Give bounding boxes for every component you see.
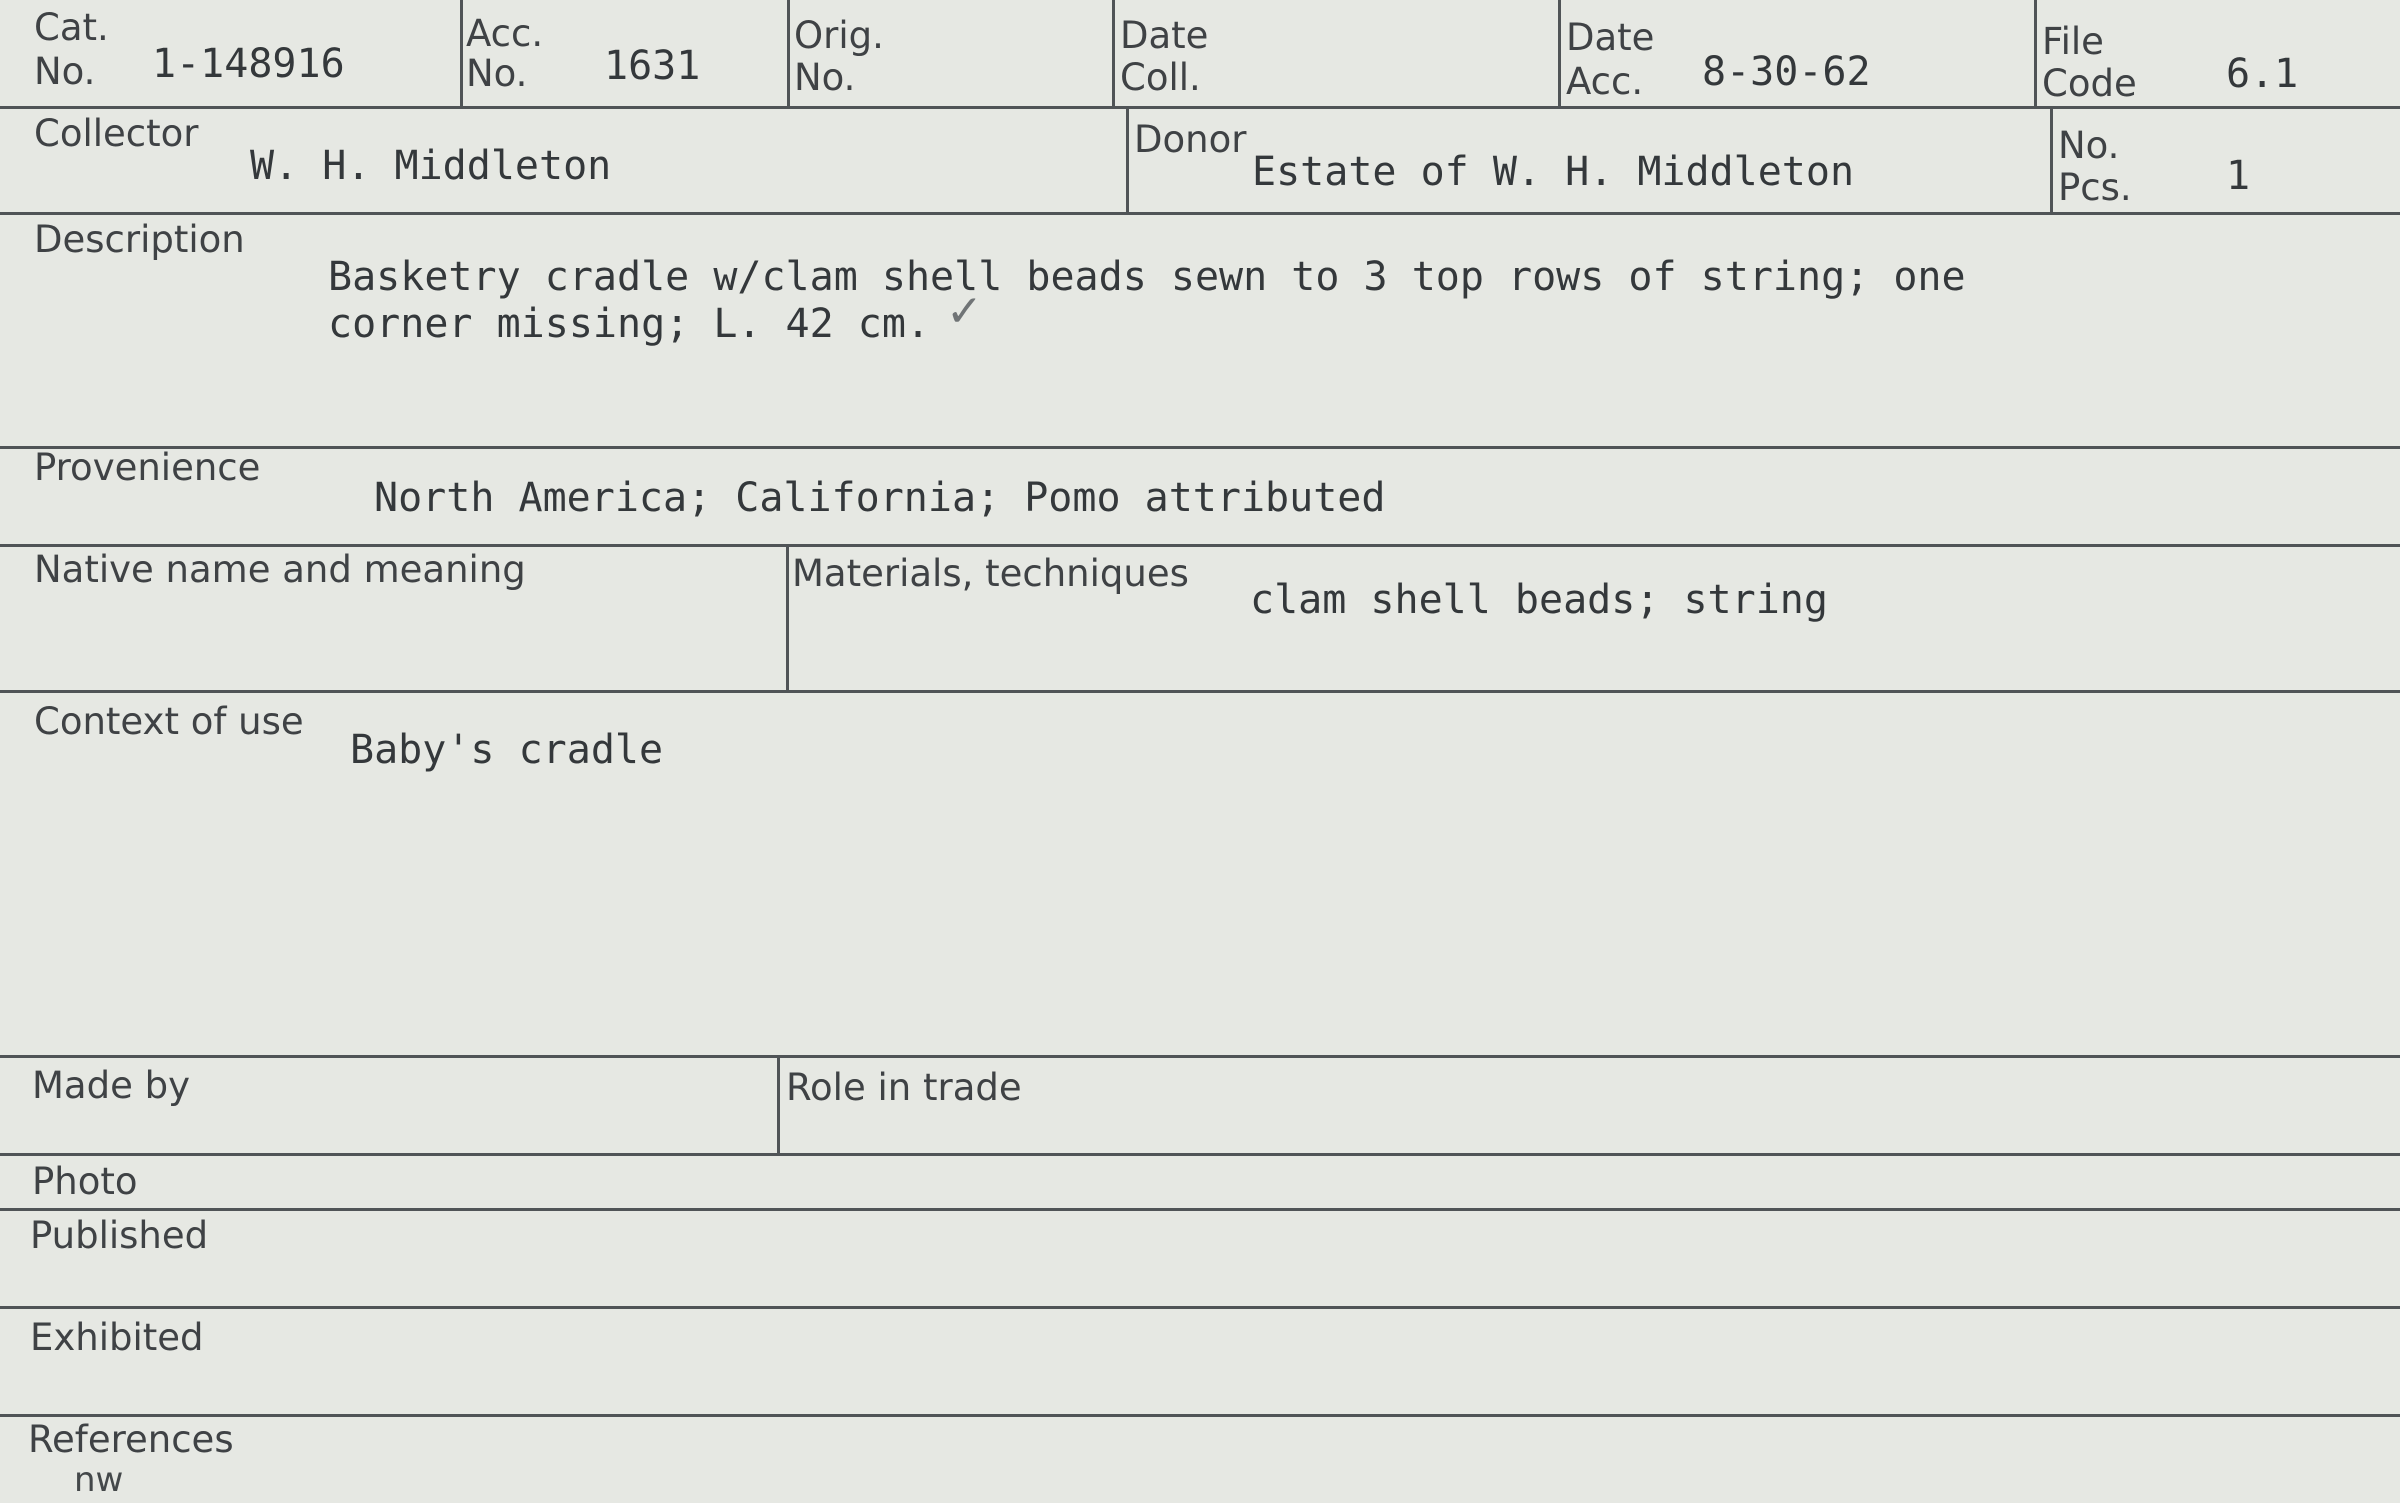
pieces-label-2: Pcs. (2058, 166, 2132, 209)
role-in-trade-label: Role in trade (786, 1066, 1022, 1109)
date-acc-value: 8-30-62 (1702, 49, 1871, 95)
rule-v-orig (1112, 0, 1115, 106)
materials-label: Materials, techniques (792, 552, 1189, 595)
rule-v-donor (1126, 106, 1129, 212)
donor-label: Donor (1134, 118, 1247, 161)
acc-no-value: 1631 (604, 43, 701, 89)
collector-label: Collector (34, 112, 199, 155)
rule-exhibited-bottom (0, 1414, 2400, 1417)
rule-header-bottom (0, 106, 2400, 109)
made-by-label: Made by (32, 1064, 190, 1107)
date-acc-label-1: Date (1566, 16, 1655, 59)
native-name-label: Native name and meaning (34, 548, 526, 591)
description-label: Description (34, 218, 245, 261)
rule-v-roletrade (777, 1055, 780, 1153)
photo-label: Photo (32, 1160, 138, 1203)
cat-no-label-1: Cat. (34, 6, 109, 49)
context-value: Baby's cradle (350, 727, 664, 773)
rule-v-cat (460, 0, 463, 106)
orig-no-label-2: No. (794, 56, 856, 99)
provenience-label: Provenience (34, 446, 261, 489)
references-initials: nw (74, 1460, 124, 1500)
file-code-value: 6.1 (2226, 51, 2299, 97)
context-label: Context of use (34, 700, 304, 743)
rule-description-bottom (0, 446, 2400, 449)
rule-v-dateacc (2034, 0, 2037, 106)
pieces-value: 1 (2226, 153, 2251, 199)
donor-value: Estate of W. H. Middleton (1252, 149, 1855, 195)
rule-collector-bottom (0, 212, 2400, 215)
date-coll-label-1: Date (1120, 14, 1209, 57)
references-label: References (28, 1418, 234, 1461)
rule-madeby-bottom (0, 1153, 2400, 1156)
acc-no-label-1: Acc. (466, 12, 544, 55)
exhibited-label: Exhibited (30, 1316, 204, 1359)
rule-v-materials (786, 544, 789, 690)
rule-v-acc (787, 0, 790, 106)
rule-context-bottom (0, 1055, 2400, 1058)
rule-materials-bottom (0, 690, 2400, 693)
file-code-label-2: Code (2042, 62, 2137, 105)
cat-no-label-2: No. (34, 50, 96, 93)
description-line-1: Basketry cradle w/clam shell beads sewn to 3 top rows of string; one (328, 254, 1966, 300)
rule-v-datecoll (1558, 0, 1561, 106)
file-code-label-1: File (2042, 20, 2104, 63)
date-acc-label-2: Acc. (1566, 60, 1644, 103)
provenience-value: North America; California; Pomo attributed (374, 475, 1386, 521)
cat-no-value: 1-148916 (152, 41, 345, 87)
pieces-label-1: No. (2058, 124, 2120, 167)
rule-provenience-bottom (0, 544, 2400, 547)
published-label: Published (30, 1214, 209, 1257)
acc-no-label-2: No. (466, 52, 528, 95)
collector-value: W. H. Middleton (250, 143, 612, 189)
rule-photo-bottom (0, 1208, 2400, 1211)
rule-published-bottom (0, 1306, 2400, 1309)
description-line-2: corner missing; L. 42 cm. (328, 301, 931, 347)
check-mark-icon: ✓ (946, 286, 983, 337)
materials-value: clam shell beads; string (1250, 577, 1828, 623)
date-coll-label-2: Coll. (1120, 56, 1201, 99)
orig-no-label-1: Orig. (794, 14, 884, 57)
rule-v-pieces (2050, 106, 2053, 212)
